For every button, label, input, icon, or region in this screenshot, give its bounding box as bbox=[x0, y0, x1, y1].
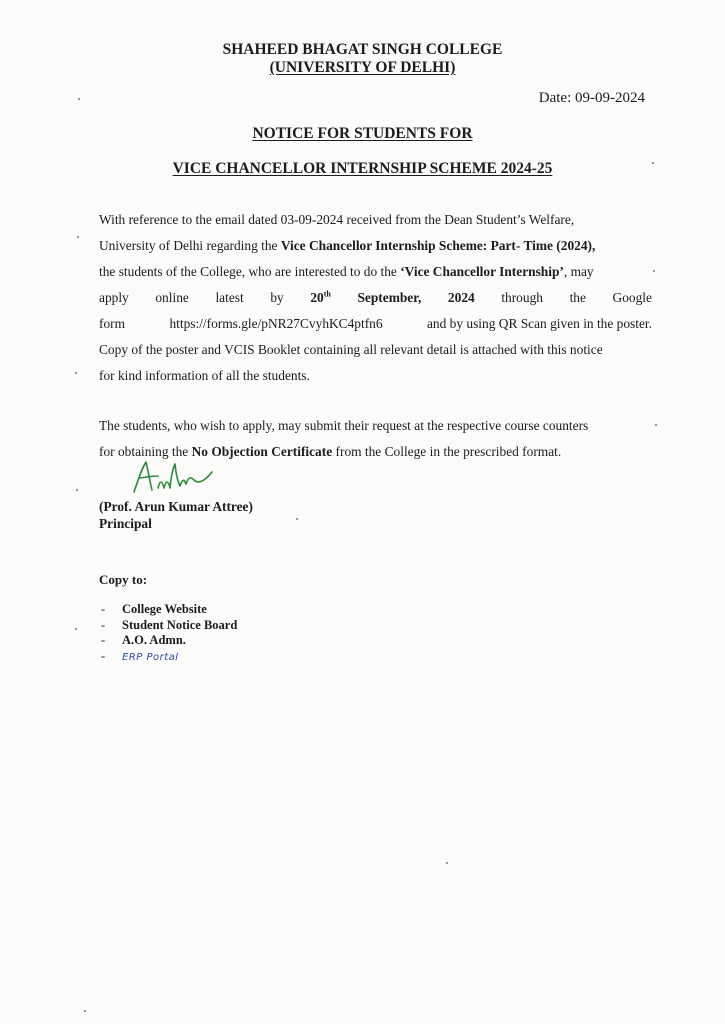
deadline-year: 2024 bbox=[447, 290, 475, 305]
noc-text: No Objection Certificate bbox=[191, 444, 333, 459]
para2-line1: The students, who wish to apply, may submit their request at the respective course counters bbox=[99, 418, 589, 433]
scan-speck bbox=[296, 518, 298, 520]
deadline-day: 20th bbox=[310, 289, 331, 305]
list-item: - A.O. Admn. bbox=[101, 633, 186, 647]
scan-speck bbox=[76, 489, 78, 491]
handwritten-erp-portal: ERP Portal bbox=[122, 651, 179, 663]
scheme-name: Vice Chancellor Internship Scheme: Part- Time (2024), bbox=[280, 238, 596, 253]
list-item: - College Website bbox=[101, 602, 207, 616]
para1-line3: the students of the College, who are interested to do the ‘Vice Chancellor Internship’, may bbox=[99, 264, 594, 279]
scan-speck bbox=[75, 372, 77, 374]
para1-line6: Copy of the poster and VCIS Booklet containing all relevant detail is attached with this notice bbox=[99, 342, 603, 357]
university-name: (UNIVERSITY OF DELHI) bbox=[269, 59, 456, 76]
list-item: - ERP Portal bbox=[101, 648, 179, 663]
principal-signature bbox=[128, 458, 218, 503]
notice-title-line1: NOTICE FOR STUDENTS FOR bbox=[252, 125, 473, 142]
notice-date: Date: 09-09-2024 bbox=[538, 90, 645, 106]
scan-speck bbox=[652, 162, 654, 164]
signatory-name: (Prof. Arun Kumar Attree) bbox=[99, 499, 253, 514]
scan-speck bbox=[655, 424, 657, 426]
google-form-link[interactable]: https://forms.gle/pNR27CvyhKC4ptfn6 bbox=[169, 316, 383, 331]
scan-speck bbox=[446, 862, 448, 864]
scan-speck bbox=[75, 628, 77, 630]
scan-speck bbox=[653, 270, 655, 272]
deadline-month: September, bbox=[357, 290, 422, 305]
copy-to-heading: Copy to: bbox=[99, 572, 148, 587]
scan-speck bbox=[84, 1010, 86, 1012]
signatory-designation: Principal bbox=[99, 516, 152, 531]
scan-speck bbox=[77, 236, 79, 238]
para1-line2: University of Delhi regarding the Vice Chancellor Internship Scheme: Part- Time (2024), bbox=[99, 238, 596, 253]
scan-speck bbox=[78, 98, 80, 100]
para2-line2: for obtaining the No Objection Certificate from the College in the prescribed format. bbox=[99, 444, 562, 459]
internship-name: ‘Vice Chancellor Internship’ bbox=[400, 264, 564, 279]
college-name: SHAHEED BHAGAT SINGH COLLEGE bbox=[222, 41, 503, 58]
notice-title-line2: VICE CHANCELLOR INTERNSHIP SCHEME 2024-25 bbox=[172, 160, 553, 177]
para1-line7: for kind information of all the students. bbox=[99, 368, 310, 383]
list-item: - Student Notice Board bbox=[101, 617, 238, 632]
para1-line1: With reference to the email dated 03-09-2024 received from the Dean Student’s Welfare, bbox=[99, 212, 575, 227]
para1-line5: form https://forms.gle/pNR27CvyhKC4ptfn6 and by using QR Scan given in the poster. bbox=[99, 316, 652, 331]
para1-line4: apply online latest by 20th September, 2024 through the Google bbox=[99, 289, 652, 305]
copy-to-list bbox=[101, 602, 237, 664]
